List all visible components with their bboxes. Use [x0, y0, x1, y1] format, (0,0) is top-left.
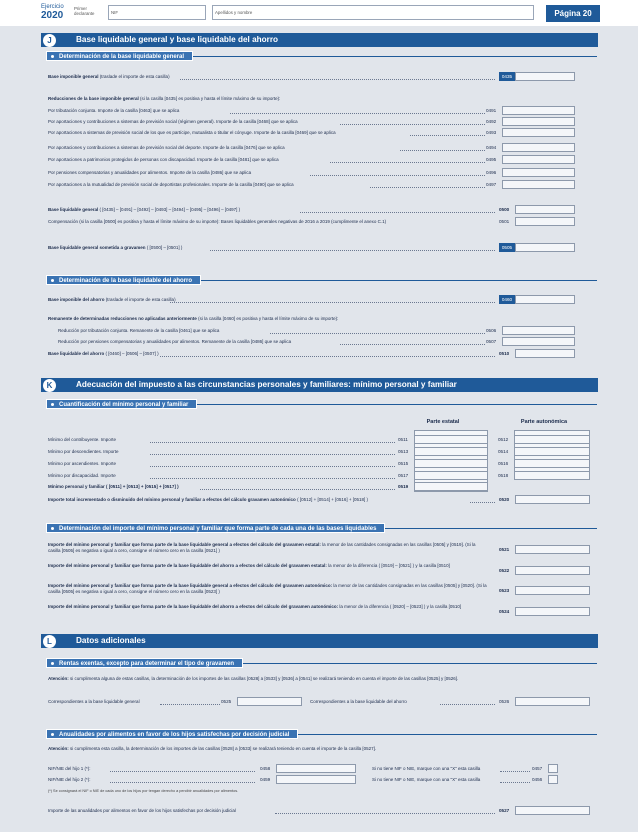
- page-header: [0, 0, 638, 26]
- box-code-0494: 0494: [486, 145, 497, 150]
- input-0460[interactable]: [515, 295, 575, 304]
- reduccion-row-label: Por aportaciones a patrimonios protegidos de personas con discapacidad. Importe de la casilla [0481] que se aplica: [48, 157, 279, 162]
- reduccion-row-label: Por aportaciones a la mutualidad de previsión social de deportistas profesionales. Importe de la casilla [0490] que se aplica: [48, 182, 294, 187]
- leader-dots: [400, 150, 485, 151]
- sin-nif-2-label: Si no tiene NIF o NIE, marque con una "X" esta casilla: [372, 777, 481, 782]
- input-0435[interactable]: [515, 72, 575, 81]
- box-code-0516: 0516: [498, 461, 509, 466]
- compensacion-label: Compensación (si la casilla [0500] es positiva y hasta el límite máximo de su importe): Bases liquidables generales negativas de 2016 a 2019 (cumplimente el anexo C.1): [48, 219, 387, 224]
- box-code-0523: 0523: [499, 588, 510, 593]
- box-code-0521: 0521: [499, 547, 510, 552]
- leader-dots: [270, 333, 485, 334]
- nif-hijo-1-label: NIF/NIE del hijo 1 (*):: [48, 766, 91, 771]
- input-0513[interactable]: [414, 447, 488, 456]
- remanente-conjunta-label: Reducción por tributación conjunta. Remanente de la casilla [0461] que se aplica: [58, 328, 220, 333]
- box-code-0500: 0500: [499, 207, 510, 212]
- minimo-row-label: Mínimo por discapacidad. Importe: [48, 473, 116, 478]
- input-0521[interactable]: [515, 545, 590, 554]
- subsection-base-ahorro: Determinación de la base liquidable del ahorro: [46, 275, 201, 285]
- input-0524[interactable]: [515, 607, 590, 616]
- input-0459[interactable]: [276, 775, 356, 784]
- leader-dots: [170, 302, 495, 303]
- remanente-pensiones-label: Reducción por pensiones compensatorias y anualidades por alimentos. Remanente de la casilla [0486] que se aplica: [58, 339, 292, 344]
- sin-nif-1-label: Si no tiene NIF o NIE, marque con una "X" esta casilla: [372, 766, 481, 771]
- base-liquidable-ahorro-label: Base liquidable del ahorro ( [0460] – [0506] – [0507] ): [48, 351, 159, 356]
- input-0516[interactable]: [514, 459, 590, 468]
- primer-declarante-label: Primer declarante: [74, 6, 95, 16]
- reduccion-row-label: Por aportaciones y contribuciones a sistemas de previsión social del deporte. Importe de la casilla [0476] que se aplica: [48, 145, 285, 150]
- input-0458[interactable]: [276, 764, 356, 773]
- leader-dots: [210, 250, 495, 251]
- atencion-rentas-label: Atención: si cumplimenta alguna de estas casillas, la determinación de los importes de las casillas [0528] a [0533] y [0536] a [0541] se realizará teniendo en cuenta el importe de las casillas [0525] y [0526].: [48, 676, 459, 681]
- leader-dots: [340, 124, 485, 125]
- box-code-0456: 0456: [532, 777, 543, 782]
- leader-dots: [150, 454, 395, 455]
- leader-dots: [200, 489, 395, 490]
- apellidos-field[interactable]: [212, 5, 534, 20]
- box-code-0460: 0460: [499, 295, 515, 304]
- box-code-0492: 0492: [486, 119, 497, 124]
- input-0497[interactable]: [502, 180, 575, 189]
- box-code-0495: 0495: [486, 157, 497, 162]
- subsection-determinacion-minimo: Determinación del importe del mínimo personal y familiar que forma parte de cada una de las bases liquidables: [46, 523, 385, 533]
- box-code-0520: 0520: [499, 497, 510, 502]
- input-0517[interactable]: [414, 471, 488, 480]
- box-code-0510: 0510: [499, 351, 510, 356]
- parte-estatal-header: Parte estatal: [426, 419, 460, 425]
- input-0526[interactable]: [515, 697, 590, 706]
- box-code-0513: 0513: [398, 449, 409, 454]
- leader-dots: [330, 162, 485, 163]
- checkbox-0456[interactable]: [548, 775, 558, 784]
- box-code-0518: 0518: [498, 473, 509, 478]
- box-code-0505: 0505: [499, 243, 515, 252]
- input-0511[interactable]: [414, 435, 488, 444]
- subsection-cuantificacion: Cuantificación del mínimo personal y familiar: [46, 399, 197, 409]
- section-l-title: Datos adicionales: [76, 636, 146, 645]
- ejercicio-label: Ejercicio: [41, 4, 64, 10]
- section-k-letter: K: [43, 379, 56, 392]
- minimo-row-label: Mínimo por ascendientes. Importe: [48, 461, 117, 466]
- input-0520[interactable]: [515, 495, 590, 504]
- leader-dots: [470, 502, 495, 503]
- input-0506[interactable]: [502, 326, 575, 335]
- box-code-0496: 0496: [486, 170, 497, 175]
- input-0518[interactable]: [514, 471, 590, 480]
- reduccion-row-label: Por aportaciones y contribuciones a sistemas de previsión social (régimen general). Importe de la casilla [0468] que se aplica: [48, 119, 298, 124]
- section-j-title: Base liquidable general y base liquidable del ahorro: [76, 35, 279, 44]
- reducciones-label: Reducciones de la base imponible general (si la casilla [0435] es positiva y hasta el límite máximo de su importe):: [48, 96, 281, 101]
- section-l-letter: L: [43, 635, 56, 648]
- box-code-0515: 0515: [398, 461, 409, 466]
- input-0519[interactable]: [414, 482, 488, 491]
- minimo-base-general-autonomico-label: Importe del mínimo personal y familiar que forma parte de la base liquidable general a efectos del cálculo del gravamen autonómico: la menor de las cantidades consignadas en las casillas [0505] y [0520]. (Si la casilla [0505] es negativa o igual a cero, consigne el número cero en la casilla [0523] ): [48, 583, 487, 594]
- ejercicio-year: 2020: [41, 10, 64, 21]
- parte-autonomica-header: Parte autonómica: [520, 419, 568, 425]
- reduccion-row-label: Por tributación conjunta. Importe de la casilla [0463] que se aplica: [48, 108, 180, 113]
- leader-dots: [340, 344, 485, 345]
- leader-dots: [310, 175, 485, 176]
- input-0501[interactable]: [515, 217, 575, 226]
- box-code-0493: 0493: [486, 130, 497, 135]
- leader-dots: [110, 771, 255, 772]
- leader-dots: [230, 113, 485, 114]
- input-0525[interactable]: [237, 697, 302, 706]
- remanente-label: Remanente de determinadas reducciones no aplicadas anteriormente (si la casilla [0460] es positiva y hasta el límite máximo de su importe):: [48, 316, 339, 321]
- input-0510[interactable]: [515, 349, 575, 358]
- total-autonomico-label: Importe total incrementado o disminuido del mínimo personal y familiar a efectos del cálculo gravamen autonómico ( [0512] + [0514] + [0516] + [0518] ): [48, 497, 369, 502]
- leader-dots: [180, 79, 495, 80]
- corresp-ahorro-label: Correspondientes a la base liquidable del ahorro: [310, 699, 407, 704]
- leader-dots: [370, 187, 485, 188]
- leader-dots: [300, 212, 495, 213]
- input-0492[interactable]: [502, 117, 575, 126]
- input-0522[interactable]: [515, 566, 590, 575]
- nif-label: NIF: [111, 10, 119, 15]
- box-code-0525: 0525: [221, 699, 232, 704]
- checkbox-0457[interactable]: [548, 764, 558, 773]
- leader-dots: [160, 356, 495, 357]
- leader-dots: [440, 704, 495, 705]
- nif-hijo-2-label: NIF/NIE del hijo 2 (*):: [48, 777, 91, 782]
- box-code-0526: 0526: [499, 699, 510, 704]
- nif-field[interactable]: [108, 5, 206, 20]
- box-code-0511: 0511: [398, 437, 408, 442]
- box-code-0522: 0522: [499, 568, 510, 573]
- leader-dots: [275, 813, 495, 814]
- reduccion-row-label: Por aportaciones a sistemas de previsión social de los que es partícipe, mutualista o titular el cónyuge. Importe de la casilla [0469] que se aplica: [48, 130, 336, 135]
- input-0523[interactable]: [515, 586, 590, 595]
- box-code-0527: 0527: [499, 808, 510, 813]
- box-code-0457: 0457: [532, 766, 543, 771]
- leader-dots: [150, 466, 395, 467]
- input-0495[interactable]: [502, 155, 575, 164]
- leader-dots: [500, 771, 530, 772]
- input-0514[interactable]: [514, 447, 590, 456]
- box-code-0497: 0497: [486, 182, 497, 187]
- box-code-0458: 0458: [260, 766, 271, 771]
- box-code-0435: 0435: [499, 72, 515, 81]
- base-imponible-general-label: Base imponible general (traslade el importe de esta casilla): [48, 74, 170, 79]
- box-code-0491: 0491: [486, 108, 497, 113]
- minimo-base-general-estatal-label: Importe del mínimo personal y familiar que forma parte de la base liquidable general a efectos del cálculo del gravamen estatal: la menor de las cantidades consignadas en las casillas [0505] y [0519]. (Si la casilla [0505] es negativa o igual a cero, consigne el número cero en la casilla [0521] ): [48, 542, 476, 553]
- minimo-row-label: Mínimo por descendientes. Importe: [48, 449, 119, 454]
- input-0527[interactable]: [515, 806, 590, 815]
- box-code-0524: 0524: [499, 609, 510, 614]
- input-0500[interactable]: [515, 205, 575, 214]
- box-code-0506: 0506: [486, 328, 497, 333]
- box-code-0501: 0501: [499, 219, 510, 224]
- box-code-0507: 0507: [486, 339, 497, 344]
- box-code-0517: 0517: [398, 473, 409, 478]
- input-0512[interactable]: [514, 435, 590, 444]
- leader-dots: [160, 704, 220, 705]
- leader-dots: [500, 782, 530, 783]
- atencion-anualidades-label: Atención: si cumplimenta esta casilla, la determinación de los importes de las casillas [0528] a [0533] se realizará teniendo en cuenta el importe de la casilla [0527].: [48, 746, 377, 751]
- subsection-rentas-exentas: Rentas exentas, excepto para determinar el tipo de gravamen: [46, 658, 243, 668]
- subsection-anualidades: Anualidades por alimentos en favor de los hijos satisfechas por decisión judicial: [46, 729, 298, 739]
- section-k-title: Adecuación del impuesto a las circunstancias personales y familiares: mínimo personal y familiar: [76, 380, 457, 389]
- importe-anualidades-label: Importe de las anualidades por alimentos en favor de los hijos satisfechas por decisión judicial: [48, 808, 236, 813]
- nota-nif: (*) Se consignará el NIF o NIE de cada uno de los hijos por tengan derecho a percibir anualidades por alimentos.: [48, 789, 239, 793]
- subsection-base-general: Determinación de la base liquidable general: [46, 51, 193, 61]
- leader-dots: [110, 782, 255, 783]
- reduccion-row-label: Por pensiones compensatorias y anualidades por alimentos. Importe de la casilla [0486] que se aplica: [48, 170, 252, 175]
- page-number: Página 20: [546, 5, 600, 22]
- input-0493[interactable]: [502, 128, 575, 137]
- input-0491[interactable]: [502, 106, 575, 115]
- box-code-0512: 0512: [498, 437, 509, 442]
- leader-dots: [150, 442, 395, 443]
- leader-dots: [150, 478, 395, 479]
- input-0507[interactable]: [502, 337, 575, 346]
- base-sometida-label: Base liquidable general sometida a gravamen ( [0500] – [0501] ): [48, 245, 183, 250]
- input-0515[interactable]: [414, 459, 488, 468]
- leader-dots: [410, 135, 485, 136]
- minimo-base-ahorro-estatal-label: Importe del mínimo personal y familiar que forma parte de la base liquidable del ahorro a efectos del cálculo del gravamen estatal: la menor de la diferencia ( [0519] – [0521] ) y la casilla [0510]: [48, 563, 450, 568]
- minimo-row-label: Mínimo del contribuyente. Importe: [48, 437, 117, 442]
- apellidos-label: Apellidos y nombre: [215, 10, 253, 15]
- box-code-0459: 0459: [260, 777, 271, 782]
- minimo-total-label: Mínimo personal y familiar ( [0511] + [0513] + [0515] + [0517] ): [48, 484, 179, 489]
- base-imponible-ahorro-label: Base imponible del ahorro (traslade el importe de esta casilla): [48, 297, 176, 302]
- input-0494[interactable]: [502, 143, 575, 152]
- input-0505[interactable]: [515, 243, 575, 252]
- base-liquidable-general-label: Base liquidable general ( [0435] – [0491] – [0492] – [0493] – [0494] – [0495] – [0496] – [0497] ): [48, 207, 241, 212]
- input-0496[interactable]: [502, 168, 575, 177]
- box-code-0514: 0514: [498, 449, 509, 454]
- section-j-letter: J: [43, 34, 56, 47]
- minimo-base-ahorro-autonomico-label: Importe del mínimo personal y familiar que forma parte de la base liquidable del ahorro a efectos del cálculo del gravamen autonómico: la menor de la diferencia ( [0520] – [0523] ) y la casilla [0510]: [48, 604, 462, 609]
- corresp-general-label: Correspondientes a la base liquidable general: [48, 699, 140, 704]
- box-code-0519: 0519: [398, 484, 409, 489]
